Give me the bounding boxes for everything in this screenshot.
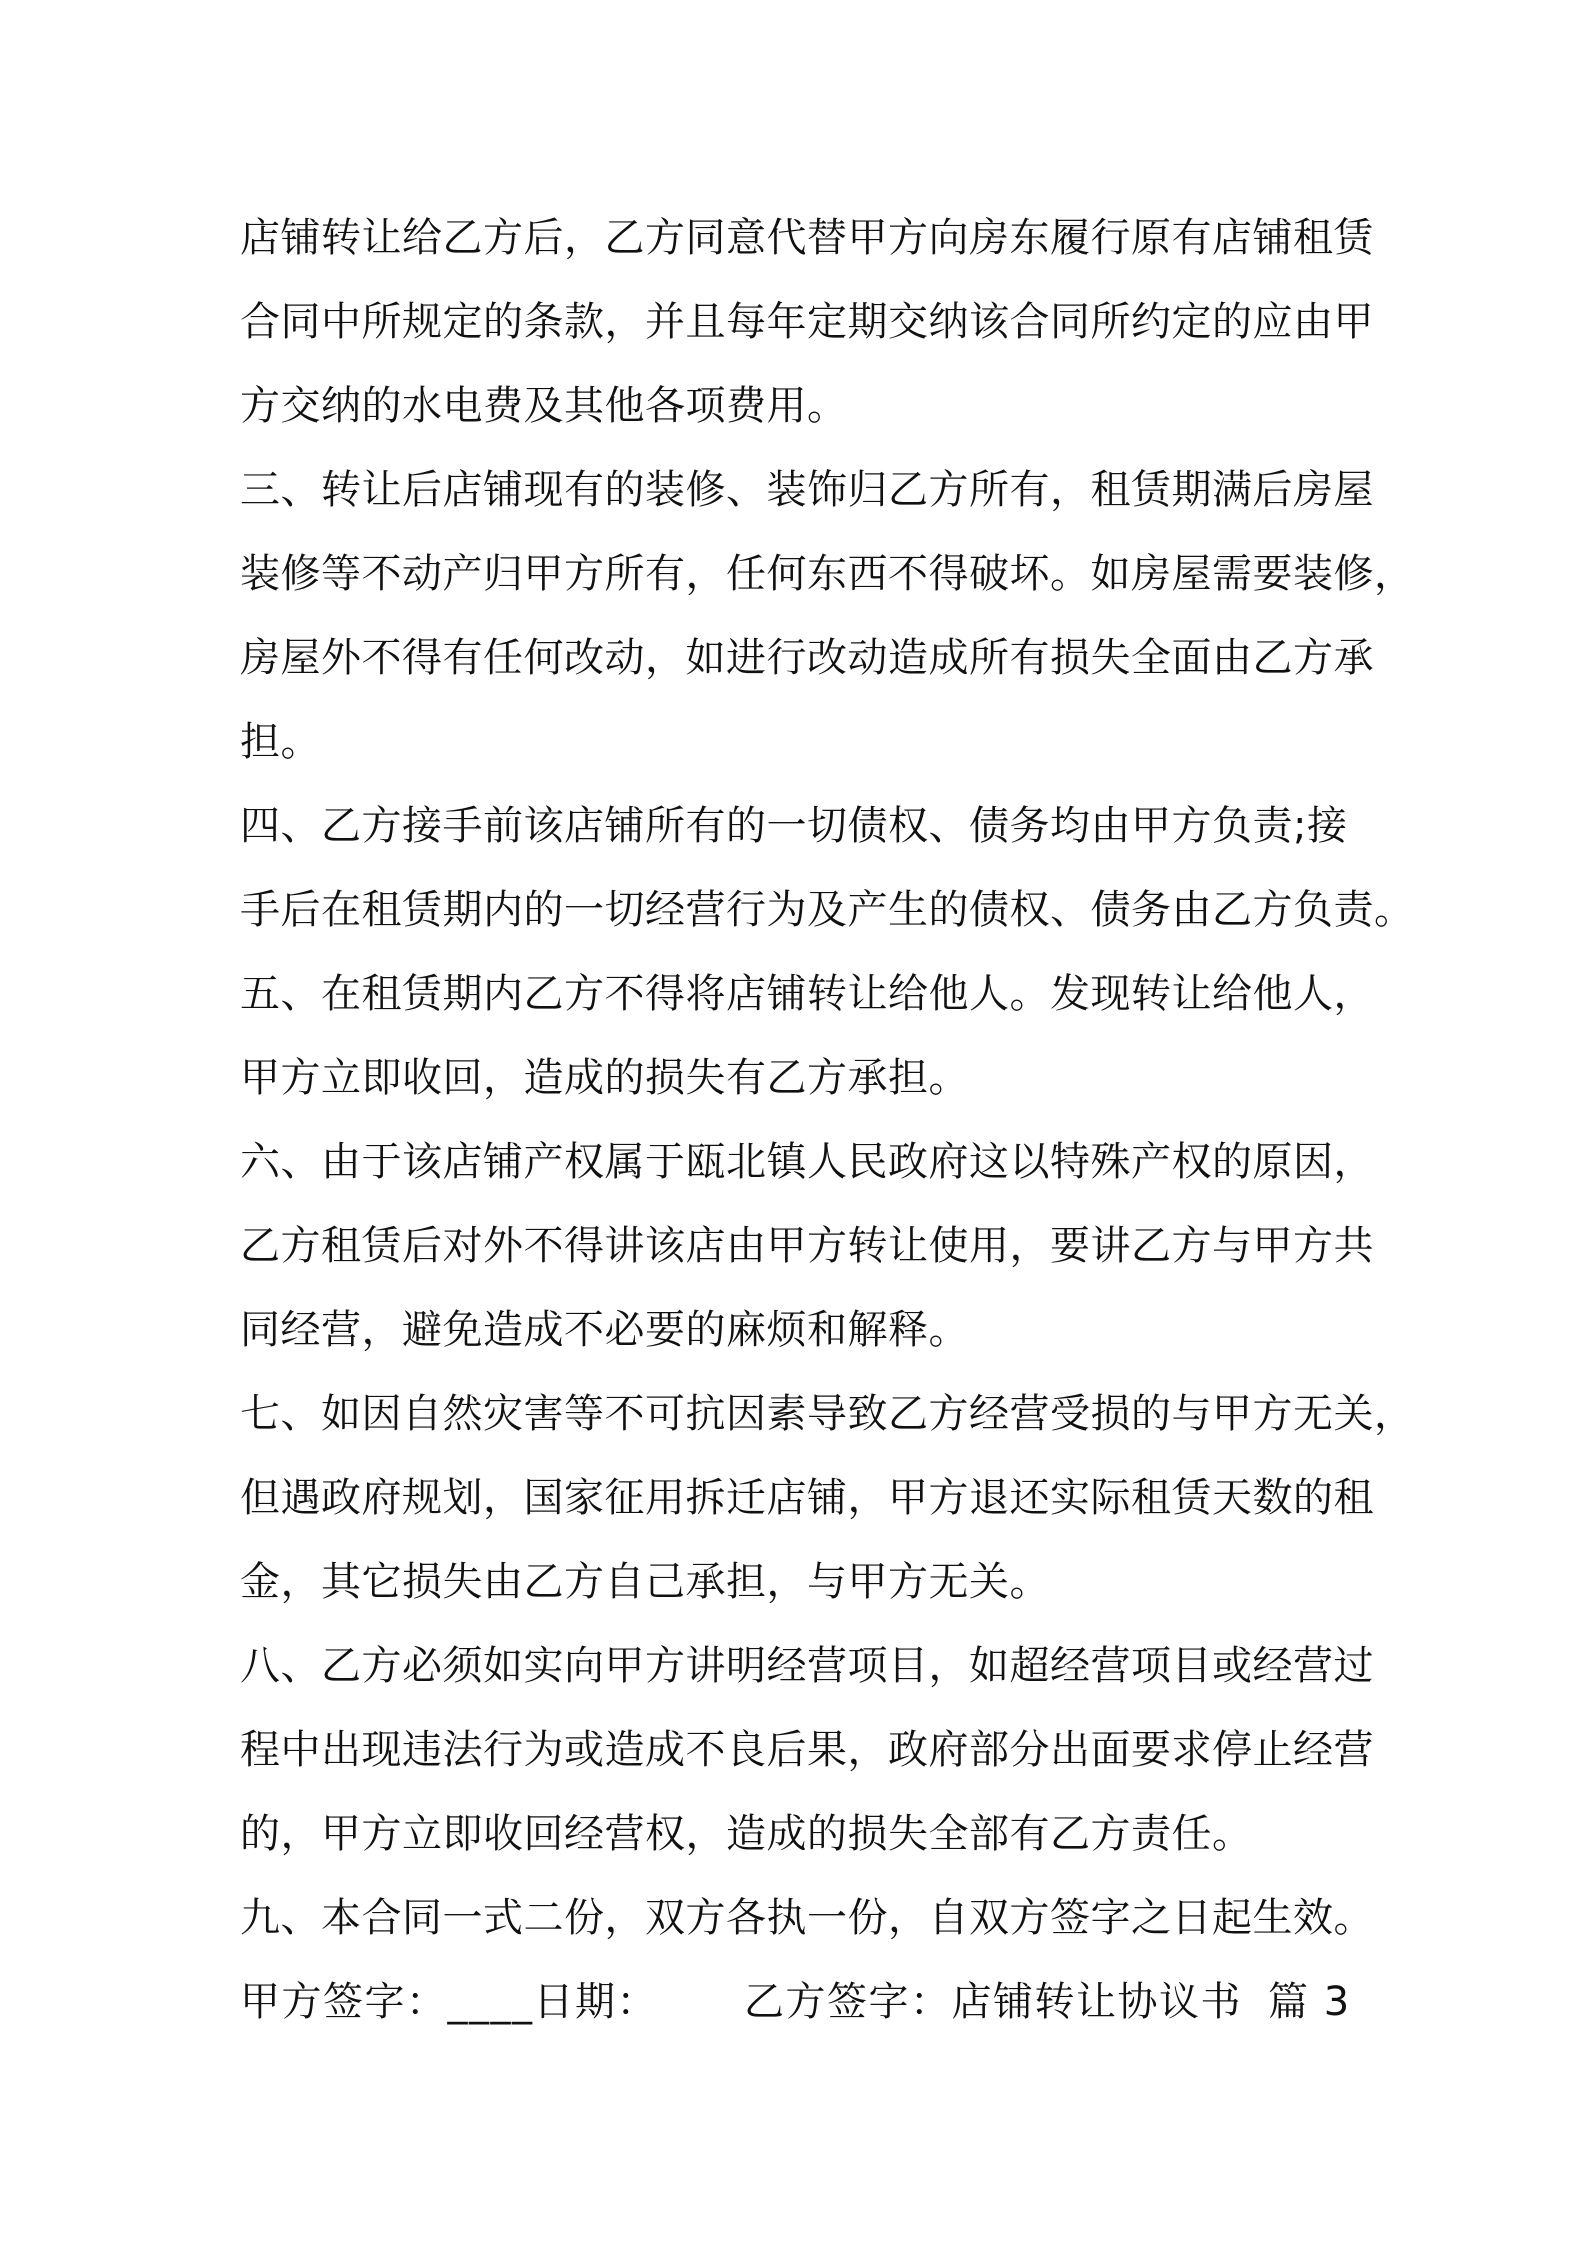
- party-a-signature: 甲方签字：____日期：: [240, 1979, 658, 2025]
- text-line: 八、乙方必须如实向甲方讲明经营项目，如超经营项目或经营过: [240, 1643, 1374, 1689]
- text-line: 的，甲方立即收回经营权，造成的损失全部有乙方责任。: [240, 1811, 1253, 1857]
- text-line: 四、乙方接手前该店铺所有的一切债权、债务均由甲方负责;接: [240, 803, 1348, 849]
- text-line: 程中出现违法行为或造成不良后果，政府部分出面要求停止经营: [240, 1727, 1374, 1773]
- text-line: 担。: [240, 719, 321, 765]
- text-line: 甲方立即收回，造成的损失有乙方承担。: [240, 1055, 969, 1101]
- text-line: 六、由于该店铺产权属于瓯北镇人民政府这以特殊产权的原因，: [240, 1139, 1374, 1185]
- party-b-signature: 乙方签字：店铺转让协议书: [744, 1979, 1242, 2025]
- text-line: 店铺转让给乙方后，乙方同意代替甲方向房东履行原有店铺租赁: [240, 215, 1374, 261]
- text-line: 五、在租赁期内乙方不得将店铺转让给他人。发现转让给他人，: [240, 971, 1374, 1017]
- text-line: 合同中所规定的条款，并且每年定期交纳该合同所约定的应由甲: [240, 299, 1374, 345]
- text-line: 乙方租赁后对外不得讲该店由甲方转让使用，要讲乙方与甲方共: [240, 1223, 1374, 1269]
- text-line: 方交纳的水电费及其他各项费用。: [240, 383, 848, 429]
- text-line: 手后在租赁期内的一切经营行为及产生的债权、债务由乙方负责。: [240, 887, 1415, 933]
- text-line: 装修等不动产归甲方所有，任何东西不得破坏。如房屋需要装修，: [240, 551, 1415, 597]
- text-line: 同经营，避免造成不必要的麻烦和解释。: [240, 1307, 969, 1353]
- document-body: [240, 196, 1415, 2044]
- signature-line: [240, 1960, 1380, 2044]
- text-line: 七、如因自然灾害等不可抗因素导致乙方经营受损的与甲方无关，: [240, 1391, 1415, 1437]
- text-line: 九、本合同一式二份，双方各执一份，自双方签字之日起生效。: [240, 1895, 1374, 1941]
- text-line: 金，其它损失由乙方自己承担，与甲方无关。: [240, 1559, 1050, 1605]
- text-line: 三、转让后店铺现有的装修、装饰归乙方所有，租赁期满后房屋: [240, 467, 1374, 513]
- text-line: 房屋外不得有任何改动，如进行改动造成所有损失全面由乙方承: [240, 635, 1374, 681]
- section-number: 篇 3: [1268, 1979, 1351, 2025]
- text-line: 但遇政府规划，国家征用拆迁店铺，甲方退还实际租赁天数的租: [240, 1475, 1374, 1521]
